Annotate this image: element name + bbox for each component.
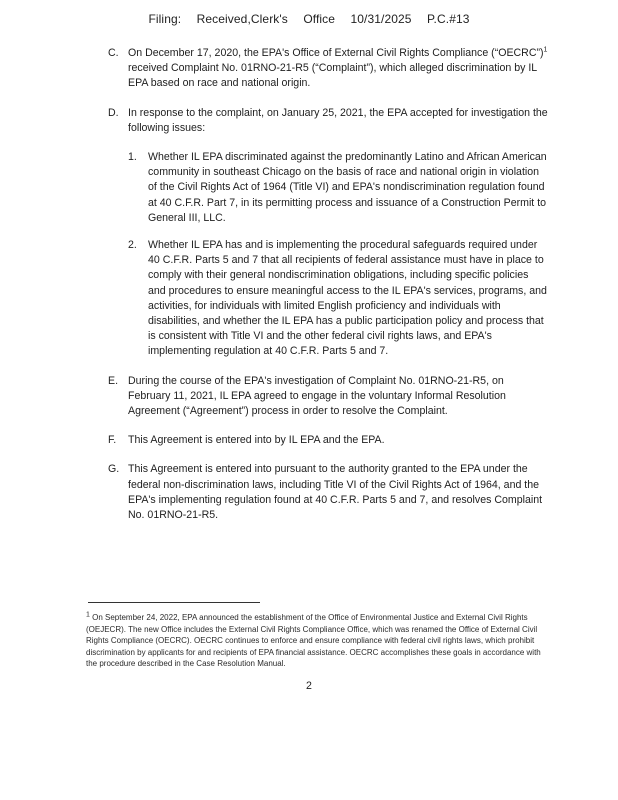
footnote-reference: 1 (543, 46, 548, 54)
paragraph-text: This Agreement is entered into pursuant to the authority granted to the EPA under the federal non-discrimination laws, including Title VI of the Civil Rights Act of 1964, and the EPA's implementing regulation found at 40 C.F.R. Parts 5 and 7, and resolves Complaint No. 01RNO-21-R5. (128, 463, 543, 522)
item-number: 1. (128, 151, 137, 164)
item-number: 2. (128, 239, 137, 252)
filing-stamp (0, 12, 618, 26)
paragraph-text-continued: received Complaint No. 01RNO-21-R5 (“Complaint”), which alleged discrimination by IL EPA based on race and national origin. (128, 62, 537, 90)
paragraph-e (108, 374, 548, 420)
paragraph-c (108, 46, 548, 92)
footnote-divider (88, 602, 260, 603)
paragraph-letter: F. (108, 434, 117, 447)
item-text: Whether IL EPA discriminated against the predominantly Latino and African American community in southeast Chicago on the basis of race and national origin in violation of the Civil Rights Act of 1964 (Title VI) and EPA's nondiscrimination regulation found at 40 C.F.R. Part 7, in its permitting process and issuance of a Construction Permit to General III, LLC. (148, 151, 547, 224)
paragraph-text: In response to the complaint, on January 25, 2021, the EPA accepted for investigation the following issues: (128, 106, 548, 134)
paragraph-text: This Agreement is entered into by IL EPA and the EPA. (128, 434, 385, 447)
paragraph-f (108, 433, 548, 448)
paragraph-letter: C. (108, 47, 119, 59)
page-number: 2 (306, 680, 312, 692)
issues-list (128, 150, 548, 360)
paragraph-d (108, 106, 548, 360)
item-text: Whether IL EPA has and is implementing the procedural safeguards required under 40 C.F.R. Parts 5 and 7 that all recipients of federal assistance must have in place to comply with their general nondiscrimination obligations, including specific policies and procedures to ensure meaningful access to the IL EPA's services, programs, and activities, for individuals with limited English proficiency and individuals with disabilities, and whether the IL EPA has a public participation policy and process that is consistent with Title VI and the other federal civil rights laws, and EPA's implementing regulation at 40 C.F.R. Parts 5 and 7. (148, 239, 547, 358)
paragraph-text: During the course of the EPA's investigation of Complaint No. 01RNO-21-R5, on February 11, 2021, IL EPA agreed to engage in the voluntary Informal Resolution Agreement (“Agreement”) process in order to resolve the Complaint. (128, 374, 506, 418)
paragraph-g (108, 462, 548, 523)
paragraph-letter: E. (108, 374, 119, 387)
stamp-status: Received,Clerk's (196, 12, 288, 26)
footnote (86, 612, 548, 670)
paragraph-letter: G. (108, 463, 120, 476)
list-item (128, 150, 548, 226)
stamp-pc: P.C.#13 (427, 12, 470, 26)
paragraph-text: On December 17, 2020, the EPA's Office of External Civil Rights Compliance (“OECRC”) (128, 47, 544, 59)
stamp-office: Office (303, 12, 336, 26)
stamp-filing: Filing: (148, 12, 182, 26)
footnote-text: On September 24, 2022, EPA announced the establishment of the Office of Environmental Justice and External Civil Rights (OEJECR). The new Office includes the External Civil Rights Compliance Office, which was renamed the Office of External Civil Rights Compliance (OECRC). OECRC continues to enforce and ensure compliance with federal civil rights laws, which prohibit discrimination by applicants for and recipients of EPA financial assistance. OECRC accomplishes these goals in accordance with the procedure described in the Case Resolution Manual. (86, 613, 541, 669)
list-item (128, 238, 548, 360)
footnote-marker: 1 (86, 611, 90, 619)
document-body (108, 46, 548, 537)
paragraph-letter: D. (108, 106, 119, 119)
stamp-date: 10/31/2025 (350, 12, 412, 26)
